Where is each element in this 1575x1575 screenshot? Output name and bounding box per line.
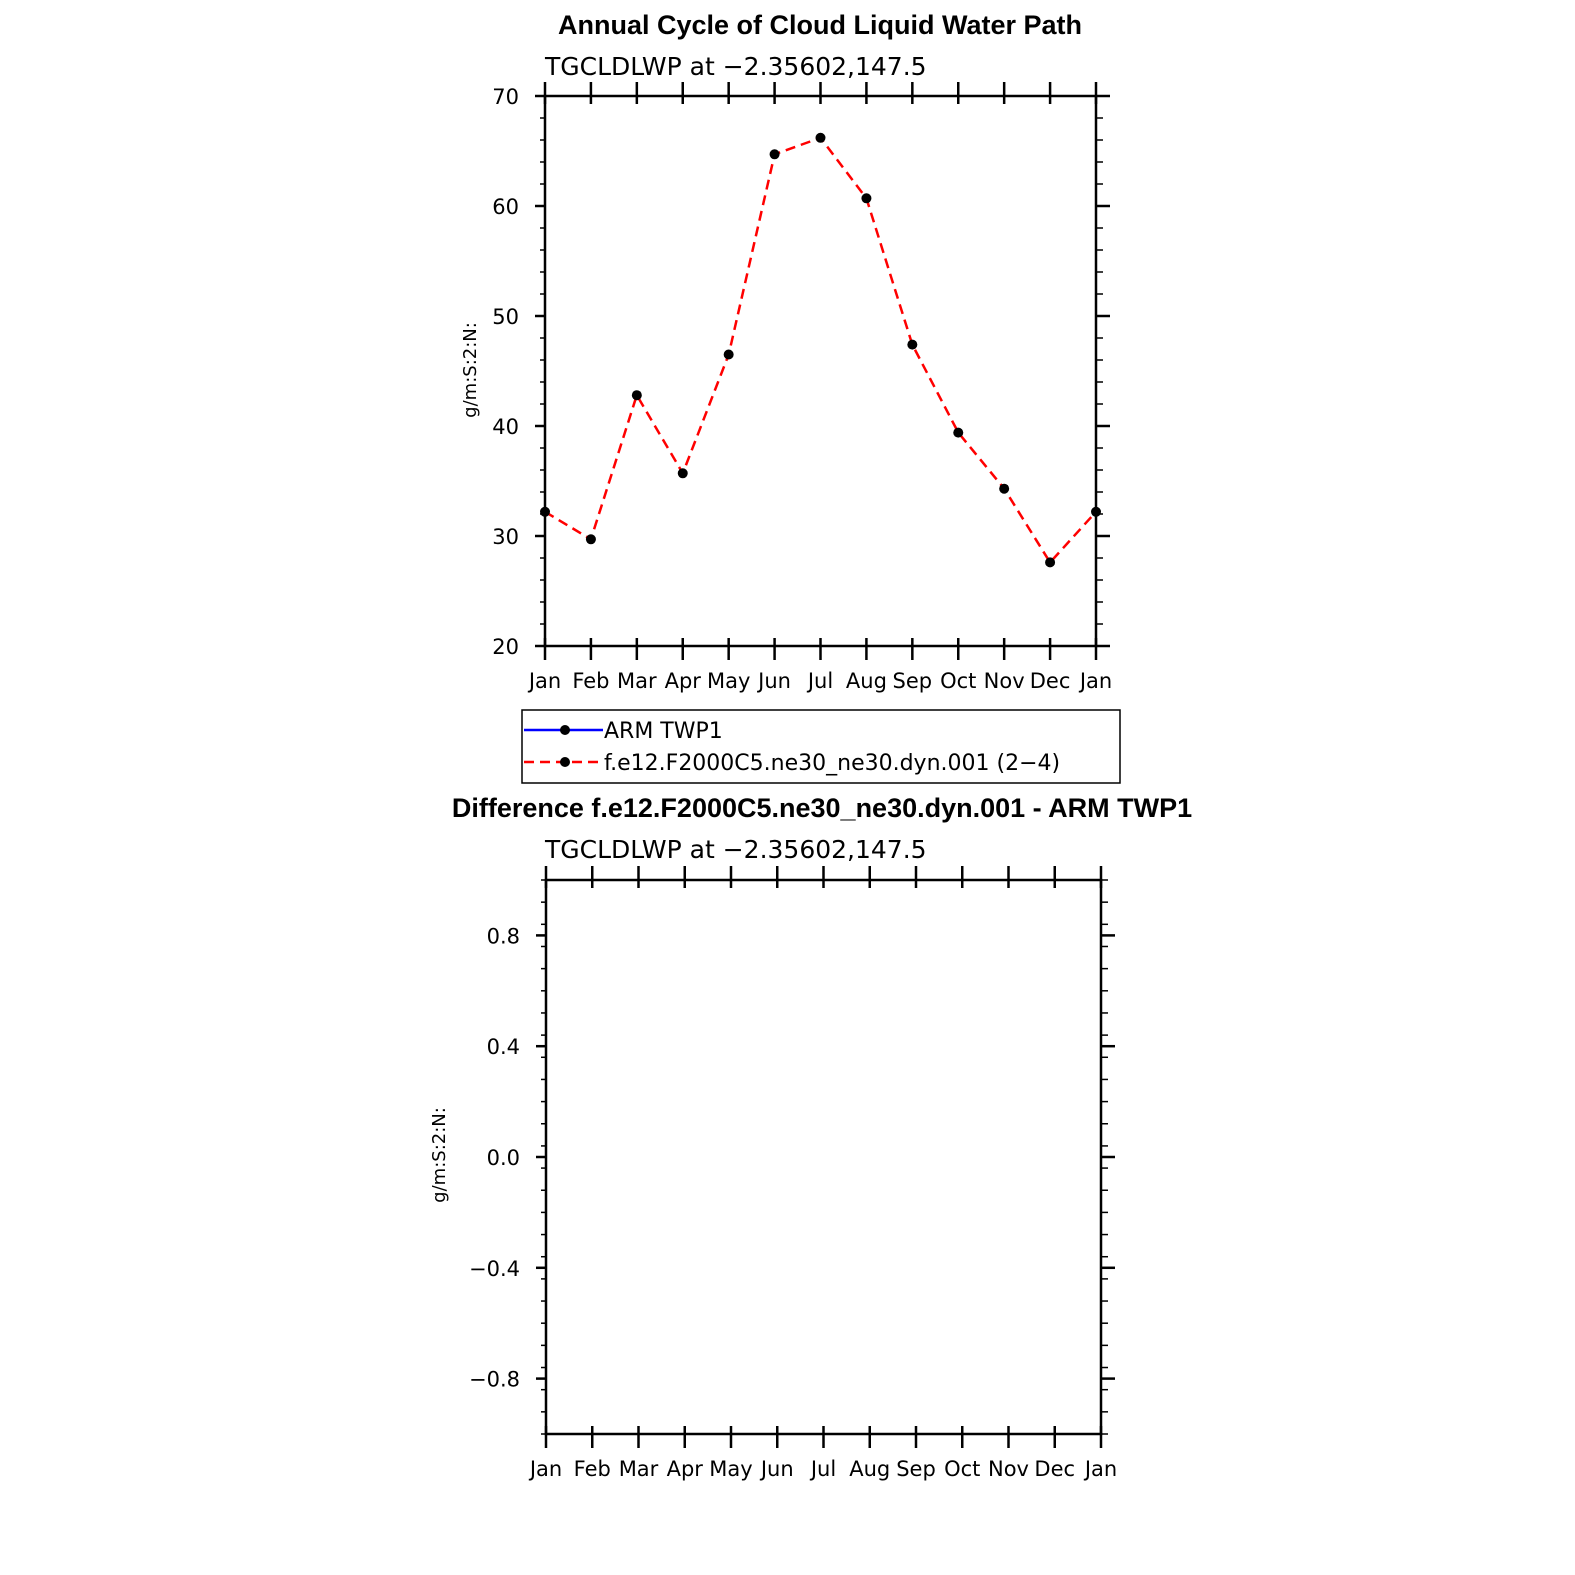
x-tick-label: Apr — [666, 1457, 703, 1481]
y-tick-label: 30 — [492, 525, 519, 549]
bottom-plot-frame — [546, 880, 1101, 1434]
data-point — [861, 193, 871, 203]
x-tick-label: Jul — [810, 1457, 837, 1481]
y-tick-label: 70 — [492, 85, 519, 109]
top-x-tick-labels — [527, 669, 1112, 693]
legend-label-model: f.e12.F2000C5.ne30_ne30.dyn.001 (2−4) — [604, 751, 1061, 776]
legend-label-arm: ARM TWP1 — [604, 719, 723, 744]
x-tick-label: Jan — [1084, 1457, 1118, 1481]
y-tick-label: 50 — [492, 305, 519, 329]
bottom-y-tick-labels — [469, 924, 520, 1391]
top-panel — [460, 10, 1112, 693]
x-tick-label: May — [709, 1457, 753, 1481]
x-tick-label: Apr — [664, 669, 701, 693]
y-tick-label: 0.4 — [486, 1035, 520, 1060]
x-tick-label: Mar — [617, 669, 657, 693]
legend-marker-model — [560, 757, 570, 767]
y-tick-label: 20 — [492, 635, 519, 659]
x-tick-label: Mar — [618, 1457, 659, 1481]
x-tick-label: Jun — [760, 1457, 794, 1481]
x-tick-label: Oct — [944, 1457, 981, 1481]
y-tick-label: 60 — [492, 195, 519, 219]
data-point — [1045, 557, 1055, 567]
top-y-tick-labels — [492, 85, 519, 659]
x-tick-label: Oct — [940, 669, 977, 693]
x-tick-label: Aug — [845, 669, 887, 693]
y-tick-label: −0.8 — [469, 1367, 520, 1392]
y-tick-label: 40 — [492, 415, 519, 439]
bottom-chart-title: Difference f.e12.F2000C5.ne30_ne30.dyn.001 - ARM TWP1 — [451, 793, 1193, 823]
data-point — [1091, 507, 1101, 517]
x-tick-label: Jun — [758, 669, 791, 693]
data-point — [724, 350, 734, 360]
data-point — [632, 390, 642, 400]
x-tick-label: Sep — [896, 1457, 936, 1481]
data-point — [953, 428, 963, 438]
top-axis-ticks — [535, 82, 1110, 660]
y-tick-label: 0.0 — [486, 1146, 520, 1170]
x-tick-label: Jul — [807, 669, 834, 693]
bottom-x-tick-labels — [528, 1457, 1117, 1481]
data-point — [999, 484, 1009, 494]
data-point — [586, 534, 596, 544]
x-tick-label: Jan — [1079, 669, 1113, 693]
x-tick-label: Dec — [1034, 1457, 1076, 1481]
x-tick-label: Feb — [572, 669, 610, 693]
y-tick-label: −0.4 — [469, 1256, 520, 1281]
y-tick-label: 0.8 — [486, 924, 520, 949]
top-chart-subtitle: TGCLDLWP at −2.35602,147.5 — [545, 52, 927, 81]
bottom-axis-ticks — [536, 866, 1115, 1448]
x-tick-label: Dec — [1029, 669, 1071, 693]
data-point — [816, 133, 826, 143]
bottom-chart-subtitle: TGCLDLWP at −2.35602,147.5 — [545, 835, 927, 864]
data-point — [907, 340, 917, 350]
legend — [522, 710, 1120, 783]
x-tick-label: Jan — [528, 669, 562, 693]
series-line — [545, 138, 1096, 563]
data-point — [540, 507, 550, 517]
x-tick-label: Jan — [529, 1457, 563, 1481]
x-tick-label: Nov — [988, 1457, 1029, 1481]
bottom-panel — [429, 793, 1192, 1481]
data-point — [678, 468, 688, 478]
x-tick-label: Sep — [892, 669, 933, 693]
top-y-axis-label: g/m:S:2:N: — [460, 322, 481, 418]
top-plot-frame — [545, 96, 1096, 646]
top-chart-title: Annual Cycle of Cloud Liquid Water Path — [557, 10, 1083, 40]
legend-marker-arm — [560, 725, 570, 735]
top-series-layer — [540, 133, 1101, 568]
bottom-y-axis-label: g/m:S:2:N: — [429, 1107, 450, 1203]
x-tick-label: Aug — [849, 1457, 891, 1481]
x-tick-label: May — [706, 669, 751, 693]
x-tick-label: Feb — [573, 1457, 611, 1481]
x-tick-label: Nov — [983, 669, 1025, 693]
data-point — [770, 149, 780, 159]
